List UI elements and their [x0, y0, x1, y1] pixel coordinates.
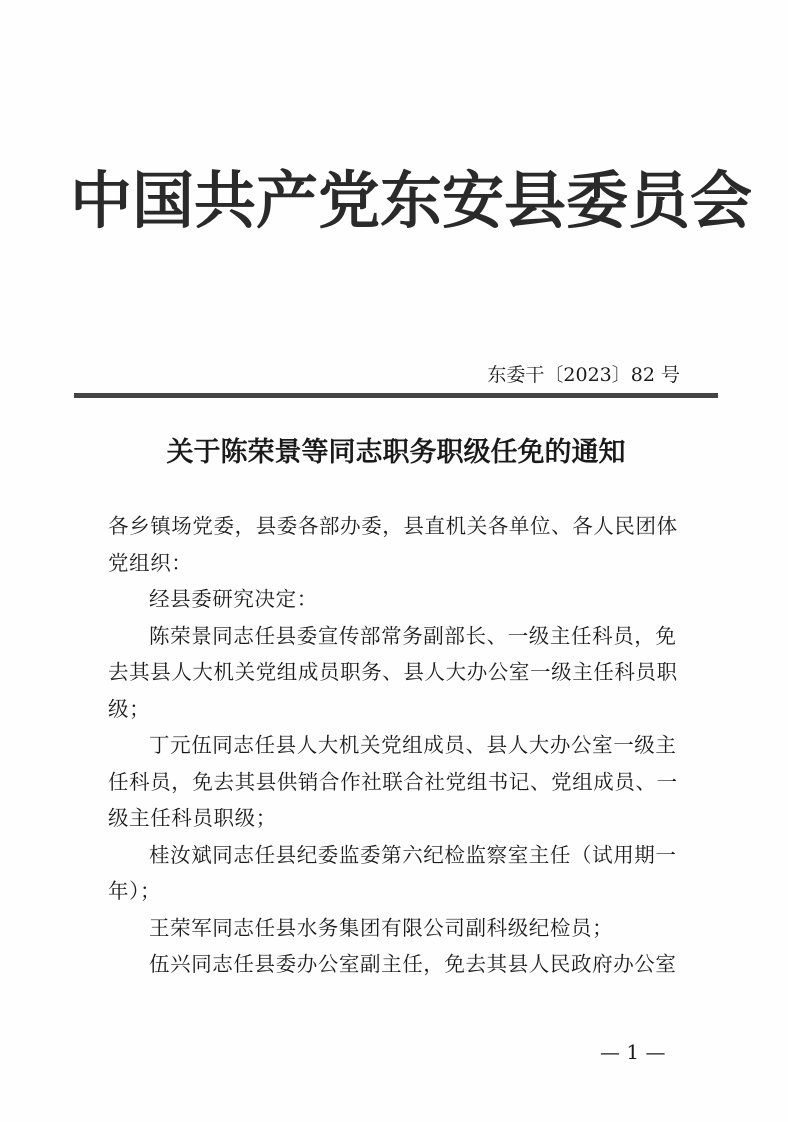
paragraph-appointment: 陈荣景同志任县委宣传部常务副部长、一级主任科员，免去其县人大机关党组成员职务、县人大办公室一级主任科员职级； — [108, 623, 678, 721]
notice-title: 关于陈荣景等同志职务职级任免的通知 — [166, 437, 626, 468]
header-divider — [74, 393, 718, 398]
salutation: 各乡镇场党委，县委各部办委，县直机关各单位、各人民团体党组织： — [108, 514, 678, 575]
paragraph-appointment: 王荣军同志任县水务集团有限公司副科级纪检员； — [149, 915, 614, 940]
document-number: 东委干〔2023〕82 号 — [487, 364, 680, 386]
org-title: 中国共产党东安县委员会 — [70, 164, 753, 237]
paragraph-intro: 经县委研究决定： — [149, 587, 318, 611]
paragraph-appointment: 丁元伍同志任县人大机关党组成员、县人大办公室一级主任科员，免去其县供销合作社联合社党组书记、党组成员、一级主任科员职级； — [108, 733, 678, 830]
paragraph-appointment: 桂汝斌同志任县纪委监委第六纪检监察室主任（试用期一年）； — [108, 842, 677, 903]
notice-body — [108, 508, 688, 983]
page-number: — 1 — — [600, 1040, 666, 1064]
paragraph-appointment: 伍兴同志任县委办公室副主任，免去其县人民政府办公室 — [149, 952, 677, 976]
